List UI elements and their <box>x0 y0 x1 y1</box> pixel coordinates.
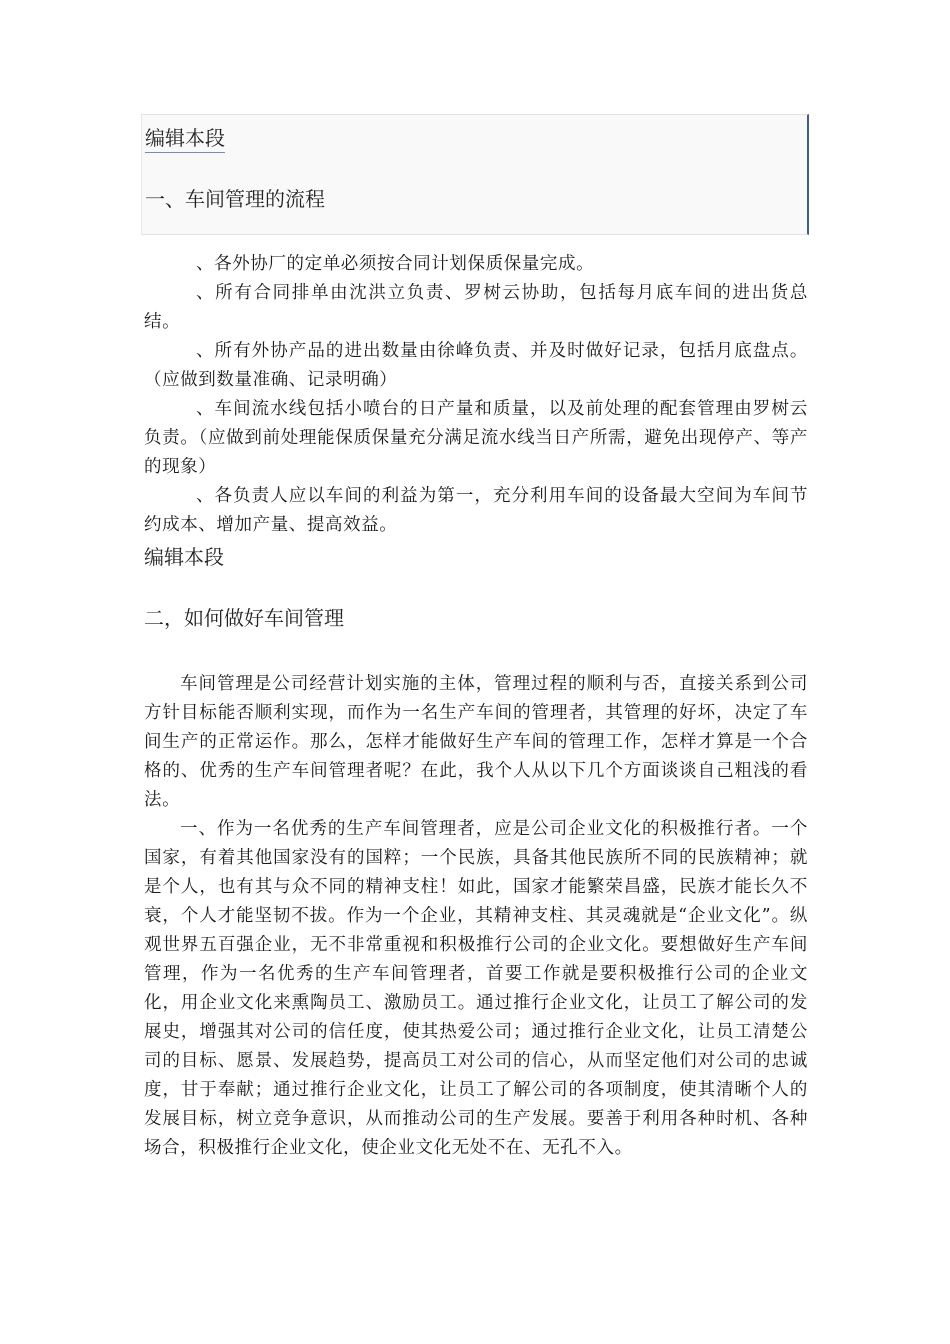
section-heading: 二，如何做好车间管理 <box>144 606 344 630</box>
list-item: 、所有合同排单由沈洪立负责、罗树云协助，包括每月底车间的进出货总结。 <box>144 283 808 332</box>
edit-section-link[interactable]: 编辑本段 <box>144 545 224 569</box>
list-item: 、各负责人应以车间的利益为第一，充分利用车间的设备最大空间为车间节约成本、增加产量、提高效益。 <box>144 486 808 535</box>
edit-section-link[interactable]: 编辑本段 <box>145 125 225 153</box>
list-item: 、车间流水线包括小喷台的日产量和质量，以及前处理的配套管理由罗树云负责。（应做到前处理能保质保量充分满足流水线当日产所需，避免出现停产、等产的现象） <box>144 399 808 477</box>
body-paragraph: 一、作为一名优秀的生产车间管理者，应是公司企业文化的积极推行者。一个国家，有着其他国家没有的国粹；一个民族，具备其他民族所不同的民族精神；就是个人，也有其与众不同的精神支柱！如此，国家才能繁荣昌盛，民族才能长久不衰，个人才能坚韧不拔。作为一个企业，其精神支柱、其灵魂就是“企业文化”。纵观世界五百强企业，无不非常重视和积极推行公司的企业文化。要想做好生产车间管理，作为一名优秀的生产车间管理者，首要工作就是要积极推行公司的企业文化，用企业文化来熏陶员工、激励员工。通过推行企业文化，让员工了解公司的发展史，增强其对公司的信任度，使其热爱公司；通过推行企业文化，让员工清楚公司的目标、愿景、发展趋势，提高员工对公司的信心，从而坚定他们对公司的忠诚度，甘于奉献；通过推行企业文化，让员工了解公司的各项制度，使其清晰个人的发展目标，树立竞争意识，从而推动公司的生产发展。要善于利用各种时机、各种场合，积极推行企业文化，使企业文化无处不在、无孔不入。 <box>144 819 808 1158</box>
list-item: 、所有外协产品的进出数量由徐峰负责、并及时做好记录，包括月底盘点。（应做到数量准确、记录明确） <box>144 341 808 390</box>
list-item: 、各外协厂的定单必须按合同计划保质保量完成。 <box>196 254 595 274</box>
body-paragraph: 车间管理是公司经营计划实施的主体，管理过程的顺利与否，直接关系到公司方针目标能否顺利实现，而作为一名生产车间的管理者，其管理的好坏，决定了车间生产的正常运作。那么，怎样才能做好生产车间的管理工作，怎样才算是一个合格的、优秀的生产车间管理者呢？在此，我个人从以下几个方面谈谈自己粗浅的看法。 <box>144 674 808 810</box>
section-heading: 一、车间管理的流程 <box>145 187 325 211</box>
section-header-box <box>141 114 809 235</box>
